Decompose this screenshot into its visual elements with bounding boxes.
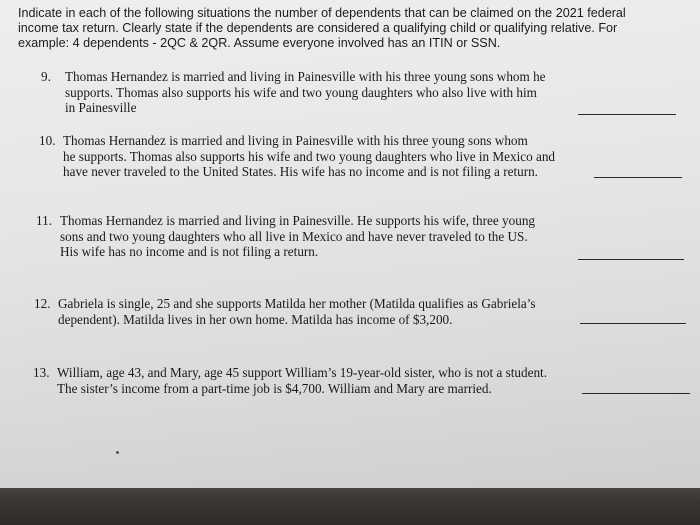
question-11 xyxy=(36,213,536,260)
question-text-line: supports. Thomas also supports his wife and two young daughters who also live with him xyxy=(65,84,537,100)
question-text-line: Thomas Hernandez is married and living in Painesville with his three young sons whom xyxy=(63,133,528,148)
question-13 xyxy=(33,365,548,396)
question-9 xyxy=(41,69,546,116)
answer-blank-13[interactable] xyxy=(582,393,690,394)
question-text-line: His wife has no income and is not filing a return. xyxy=(60,244,319,259)
instructions xyxy=(18,6,688,51)
question-text-line: he supports. Thomas also supports his wife and two young daughters who live in Mexico and xyxy=(63,148,556,164)
question-text-line: Gabriela is single, 25 and she supports Matilda her mother (Matilda qualifies as Gabriela’s xyxy=(58,296,536,311)
question-number: 13. xyxy=(33,365,50,380)
instructions-line: example: 4 dependents - 2QC & 2QR. Assume everyone involved has an ITIN or SSN. xyxy=(18,36,501,50)
question-number: 11. xyxy=(36,213,52,228)
question-12 xyxy=(34,296,536,327)
answer-blank-9[interactable] xyxy=(578,114,676,115)
question-text-line: have never traveled to the United States. His wife has no income and is not filing a return. xyxy=(63,164,538,179)
answer-blank-12[interactable] xyxy=(580,323,686,324)
question-text-line: sons and two young daughters who all live in Mexico and have never traveled to the US. xyxy=(60,228,528,244)
question-text-line: Thomas Hernandez is married and living in Painesville with his three young sons whom he xyxy=(65,69,546,84)
instructions-line: income tax return. Clearly state if the dependents are considered a qualifying child or qualifying relative. For xyxy=(18,21,618,35)
question-text-line: The sister’s income from a part-time job is $4,700. William and Mary are married. xyxy=(57,380,492,396)
desk-background xyxy=(0,488,700,525)
answer-blank-10[interactable] xyxy=(594,177,682,178)
question-text-line: in Painesville xyxy=(65,100,137,115)
instructions-line: Indicate in each of the following situations the number of dependents that can be claimed on the 2021 federal xyxy=(18,6,626,20)
question-number: 10. xyxy=(39,133,56,148)
question-text-line: dependent). Matilda lives in her own home. Matilda has income of $3,200. xyxy=(58,311,453,327)
answer-blank-11[interactable] xyxy=(578,259,684,260)
question-number: 12. xyxy=(34,296,51,311)
question-10 xyxy=(39,133,556,180)
question-text-line: Thomas Hernandez is married and living in Painesville. He supports his wife, three young xyxy=(60,213,536,228)
question-text-line: William, age 43, and Mary, age 45 support William’s 19-year-old sister, who is not a student. xyxy=(57,365,548,380)
pen-mark xyxy=(116,451,119,454)
question-number: 9. xyxy=(41,69,51,84)
